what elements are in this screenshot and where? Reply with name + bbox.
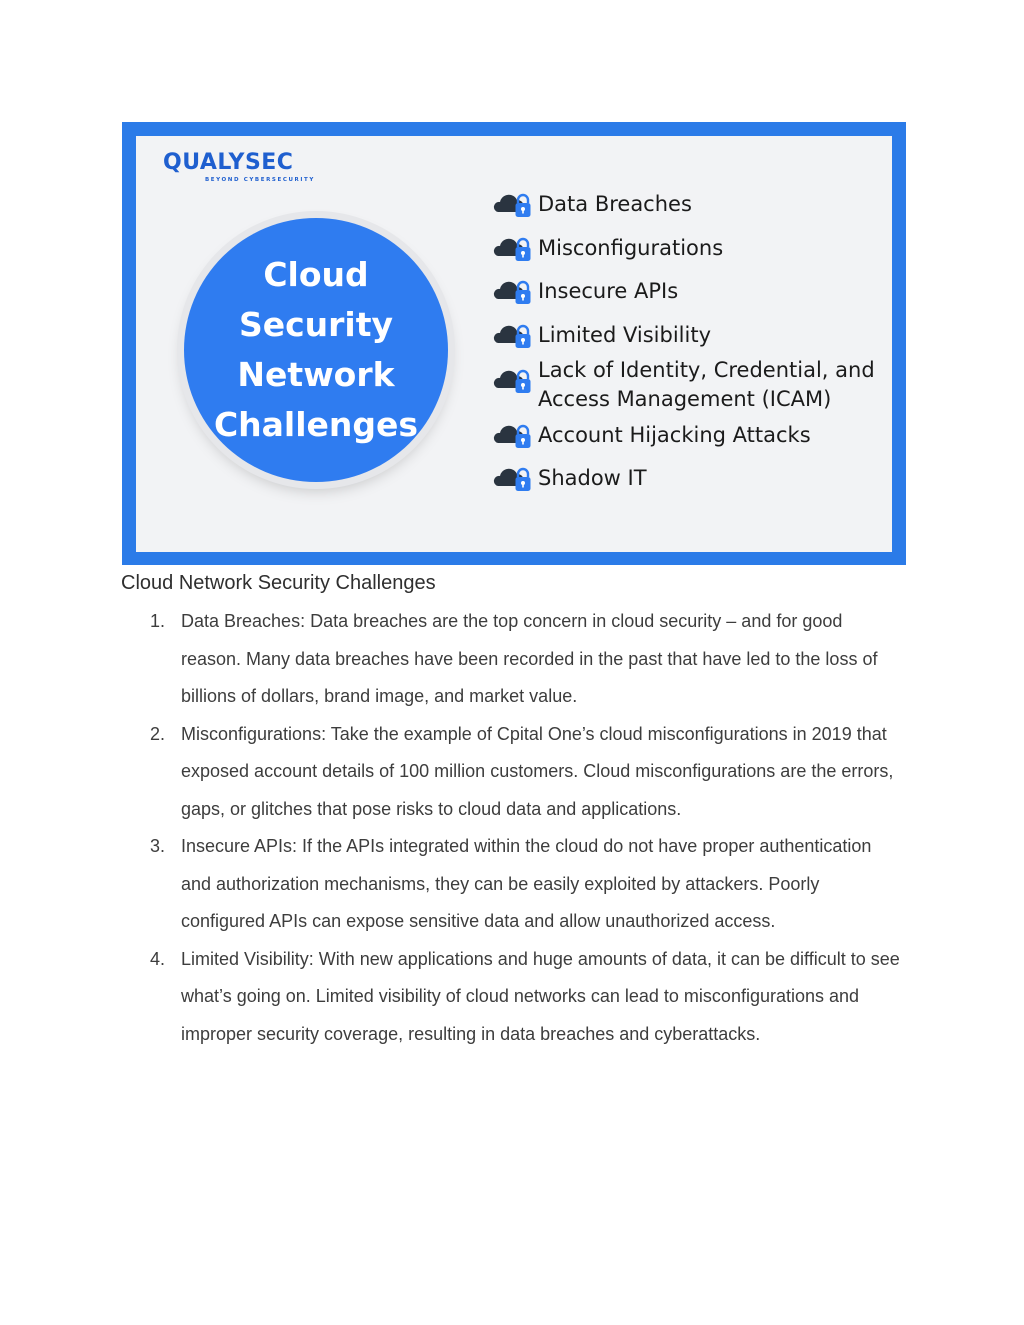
list-item-text: Misconfigurations: Take the example of Cpital One’s cloud misconfigurations in 2019 that exposed account details of 100 million customers. Cloud misconfigurations are the errors, gaps, or glitches that pose risks to cloud data and applications. (181, 723, 894, 819)
challenge-graphic-label (538, 356, 875, 414)
list-item-number: 4. (150, 948, 166, 969)
cloud-lock-icon (492, 277, 532, 307)
section-heading: Cloud Network Security Challenges (121, 572, 436, 594)
circle-title-line: Challenges (213, 405, 419, 444)
cloud-lock-icon (492, 464, 532, 494)
cloud-lock-icon (492, 190, 532, 220)
challenge-graphic-label-line: Account Hijacking Attacks (538, 423, 811, 447)
list-item-text: Limited Visibility: With new applications and huge amounts of data, it can be difficult to see what’s going on. Limited visibility of cloud networks can lead to misconfigurations and improper security coverage, resulting in data breaches and cyberattacks. (181, 948, 900, 1044)
circle-title-line: Security (238, 305, 394, 344)
challenge-graphic-item (492, 356, 902, 414)
title-circle (184, 218, 448, 482)
challenge-graphic-label-line: Limited Visibility (538, 323, 711, 347)
list-item-number: 1. (150, 611, 166, 631)
challenge-graphic-label-line: Insecure APIs (538, 279, 679, 303)
challenge-graphic-item (492, 234, 902, 263)
circle-title (196, 250, 436, 450)
challenge-list (121, 603, 901, 1053)
challenge-graphic-item (492, 190, 902, 219)
cloud-lock-icon (492, 421, 532, 451)
challenge-graphic-label-line: Access Management (ICAM) (538, 387, 832, 411)
challenge-graphic-item (492, 464, 902, 493)
challenge-graphic-item (492, 321, 902, 350)
logo-wordmark: QUALYSEC (163, 150, 294, 175)
circle-title-line: Network (237, 355, 395, 394)
list-item-number: 3. (150, 836, 166, 856)
challenge-graphic-label-line: Misconfigurations (538, 236, 724, 260)
circle-title-line: Cloud (263, 255, 369, 294)
cloud-lock-icon (492, 321, 532, 351)
list-item (121, 603, 901, 716)
qualysec-logo (163, 150, 323, 190)
challenge-graphic-label (538, 277, 678, 306)
challenge-graphic-label (538, 421, 811, 450)
challenge-list-graphic (492, 136, 892, 552)
cloud-lock-icon (492, 234, 532, 264)
challenge-graphic-item (492, 421, 902, 450)
logo-tagline: BEYOND CYBERSECURITY (205, 177, 315, 183)
cloud-lock-icon (492, 366, 532, 396)
challenge-graphic-label-line: Shadow IT (538, 466, 647, 490)
list-item (121, 828, 901, 941)
challenge-graphic-item (492, 277, 902, 306)
challenge-graphic-label (538, 190, 692, 219)
challenge-graphic-label (538, 321, 711, 350)
list-item-text: Insecure APIs: If the APIs integrated within the cloud do not have proper authentication and authorization mechanisms, they can be easily exploited by attackers. Poorly configured APIs can expose sensitive data and allow unauthorized access. (181, 836, 872, 931)
list-item (121, 941, 901, 1054)
list-item (121, 716, 901, 829)
challenge-graphic-label-line: Data Breaches (538, 192, 692, 216)
list-item-number: 2. (150, 723, 166, 744)
challenge-graphic-label (538, 464, 647, 493)
infographic-card (136, 136, 892, 552)
challenge-graphic-label-line: Lack of Identity, Credential, and (538, 358, 875, 382)
list-item-text: Data Breaches: Data breaches are the top concern in cloud security – and for good reason. Many data breaches have been recorded in the past that have led to the loss of billions of dollars, brand image, and market value. (181, 611, 878, 706)
infographic-image (122, 122, 906, 565)
challenge-graphic-label (538, 234, 723, 263)
